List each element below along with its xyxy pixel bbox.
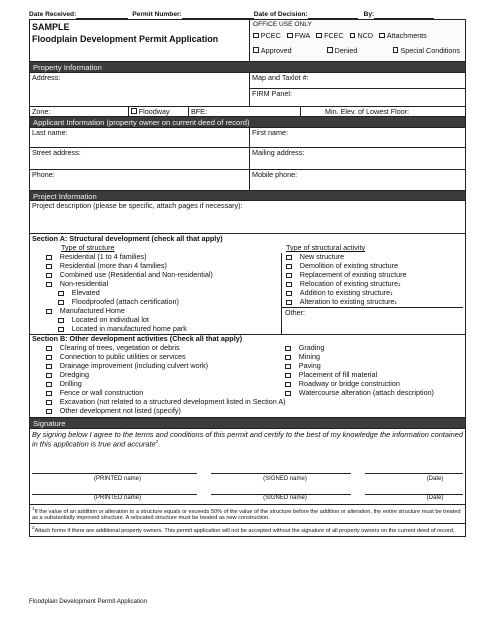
signed-name-2[interactable]: (SIGNED name) — [263, 495, 307, 502]
type-of-activity-heading: Type of structural activity — [286, 243, 366, 252]
checkbox-icon — [46, 400, 52, 406]
signed-name-1[interactable]: (SIGNED name) — [263, 475, 307, 482]
printed-name-2[interactable]: (PRINTED name) — [93, 495, 141, 502]
date-1[interactable]: (Date) — [426, 475, 444, 482]
signature-line-2 — [30, 495, 465, 502]
structural-activity-option[interactable]: Demolition of existing structure — [286, 262, 463, 271]
office-option-ncd[interactable]: NCD — [350, 32, 373, 41]
other-activity-option[interactable]: Excavation (not related to a structured development listed in Section A) — [46, 398, 463, 407]
structural-activity-option[interactable]: Addition to existing structure 1 — [286, 289, 463, 298]
other-activity-option[interactable]: Connection to public utilities or services — [46, 353, 281, 362]
checkbox-icon — [327, 47, 333, 53]
permit-number-field[interactable] — [182, 11, 254, 19]
office-row-1 — [253, 32, 462, 41]
date-of-decision-label: Date of Decision: — [253, 11, 308, 19]
footnote-2: $^2$Attach forms if there are additional property owners. This permit application will not be accepted without the signature of all property owners on the current deed of record. — [30, 523, 465, 536]
sample-label: SAMPLE — [32, 22, 70, 32]
checkbox-icon — [393, 47, 399, 53]
other-activity-option[interactable]: Drilling — [46, 380, 281, 389]
checkbox-icon — [286, 282, 292, 288]
phone-label: Phone: — [32, 169, 55, 179]
zone-label: Zone: — [32, 106, 51, 116]
checkbox-icon — [379, 33, 385, 39]
office-option-pcec[interactable]: PCEC — [253, 32, 281, 41]
office-use-heading: OFFICE USE ONLY — [253, 21, 312, 28]
other-activity-option[interactable]: Paving — [285, 362, 463, 371]
project-description-field[interactable] — [30, 201, 465, 233]
date-2[interactable]: (Date) — [426, 495, 444, 502]
checkbox-icon — [46, 364, 52, 370]
checkbox-icon — [58, 291, 64, 297]
form-title: Floodplain Development Permit Application — [32, 33, 219, 44]
other-activity-option[interactable]: Watercourse alteration (attach description) — [285, 389, 463, 398]
checkbox-icon — [46, 373, 52, 379]
office-option-fwa[interactable]: FWA — [287, 32, 311, 41]
last-name-label: Last name: — [32, 127, 68, 137]
checkbox-icon — [285, 346, 291, 352]
checkbox-icon — [286, 291, 292, 297]
office-option-approved[interactable]: Approved — [253, 47, 292, 56]
other-activities-full-list — [32, 398, 463, 416]
last-name-field[interactable] — [30, 128, 249, 147]
zone-field[interactable] — [30, 107, 128, 117]
structure-type-option[interactable]: Elevated — [46, 289, 281, 298]
checkbox-icon — [46, 255, 52, 261]
other-label: Other: — [285, 308, 305, 317]
first-name-label: First name: — [252, 127, 288, 137]
firm-panel-field[interactable] — [250, 89, 465, 106]
checkbox-icon — [350, 33, 356, 39]
checkbox-icon — [285, 373, 291, 379]
mobile-phone-field[interactable] — [249, 170, 465, 190]
min-elev-label: Min. Elev. of Lowest Floor: — [325, 106, 410, 116]
structural-activity-option[interactable]: New structure — [286, 253, 463, 262]
footnote-1: $^1$If the value of an addition or alteration to a structure equals or exceeds 50% of the value of the structure before the addition or alteration, the entire structure must be treated as a substantially improved structure. A relocated structure must be treated as new construction. — [30, 504, 465, 524]
form-grid — [29, 19, 466, 537]
bfe-label: BFE: — [191, 106, 207, 116]
project-info-header: Project Information — [30, 190, 465, 201]
other-activity-field[interactable] — [282, 307, 463, 325]
checkbox-icon — [46, 273, 52, 279]
checkbox-icon — [46, 391, 52, 397]
by-label: By: — [363, 11, 375, 19]
by-field[interactable] — [374, 11, 434, 19]
office-option-denied[interactable]: Denied — [327, 47, 358, 56]
structure-type-list — [46, 253, 281, 334]
header-fields-row — [29, 8, 466, 19]
other-activity-option[interactable]: Dredging — [46, 371, 281, 380]
structural-activity-option[interactable]: Alteration to existing structure 1 — [286, 298, 463, 307]
signature-line-1 — [30, 475, 465, 483]
section-a — [30, 233, 465, 334]
checkbox-icon — [285, 391, 291, 397]
signature-section — [30, 428, 465, 504]
mailing-address-field[interactable] — [249, 148, 465, 169]
date-received-field[interactable] — [76, 11, 128, 19]
map-taxlot-label: Map and Taxlot #: — [252, 72, 309, 82]
checkbox-icon — [286, 300, 292, 306]
street-address-field[interactable] — [30, 148, 249, 169]
checkbox-icon — [58, 327, 64, 333]
checkbox-icon — [286, 255, 292, 261]
structural-activity-option[interactable]: Relocation of existing structure 1 — [286, 280, 463, 289]
other-activity-option[interactable]: Drainage improvement (including culvert work) — [46, 362, 281, 371]
structural-activity-option[interactable]: Replacement of existing structure — [286, 271, 463, 280]
other-activity-option[interactable]: Other development not listed (specify) — [46, 407, 463, 416]
section-a-title: Section A: Structural development (check all that apply) — [32, 234, 223, 243]
checkbox-icon — [253, 33, 259, 39]
checkbox-icon — [58, 300, 64, 306]
street-address-label: Street address: — [32, 147, 81, 157]
structural-activity-list — [282, 253, 463, 307]
address-label: Address: — [32, 72, 61, 82]
date-of-decision-field[interactable] — [308, 11, 358, 19]
firm-panel-label: FIRM Panel: — [252, 88, 292, 98]
permit-number-label: Permit Number: — [132, 11, 182, 19]
applicant-info-header: Applicant Information (property owner on current deed of record) — [30, 116, 465, 127]
checkbox-icon — [285, 382, 291, 388]
map-taxlot-field[interactable] — [250, 73, 465, 89]
signature-header: Signature — [30, 417, 465, 428]
type-of-structure-heading: Type of structure — [61, 243, 115, 252]
checkbox-icon — [46, 264, 52, 270]
other-activities-right-list — [281, 344, 463, 398]
project-description-label: Project description (please be specific, attach pages if necessary): — [32, 201, 243, 210]
checkbox-icon — [285, 355, 291, 361]
mobile-phone-label: Mobile phone: — [252, 169, 298, 179]
bfe-field[interactable] — [188, 107, 300, 117]
floodway-label: Floodway — [138, 106, 170, 116]
office-row-2 — [253, 47, 462, 56]
section-b — [30, 334, 465, 417]
office-option-fcec[interactable]: FCEC — [316, 32, 343, 41]
checkbox-icon — [316, 33, 322, 39]
office-use-box — [249, 20, 465, 61]
office-option-attachments[interactable]: Attachments — [379, 32, 427, 41]
floodway-option[interactable] — [128, 107, 188, 117]
checkbox-icon — [46, 346, 52, 352]
other-activity-option[interactable]: Mining — [285, 353, 463, 362]
other-activity-option[interactable]: Placement of fill material — [285, 371, 463, 380]
structure-type-option[interactable]: Non-residential — [46, 280, 281, 289]
structure-type-option[interactable]: Residential (more than 4 families) — [46, 262, 281, 271]
other-activities-left-list — [32, 344, 281, 398]
checkbox-icon — [46, 282, 52, 288]
office-option-special-conditions[interactable]: Special Conditions — [393, 47, 460, 56]
property-info-header: Property Information — [30, 61, 465, 72]
checkbox-icon — [46, 409, 52, 415]
title-block — [30, 20, 249, 61]
structure-type-column — [32, 244, 281, 334]
structure-type-option[interactable]: Located in manufactured home park — [46, 325, 281, 334]
checkbox-icon — [286, 273, 292, 279]
structure-type-option[interactable]: Located on individual lot — [46, 316, 281, 325]
other-activity-option[interactable]: Grading — [285, 344, 463, 353]
address-field[interactable] — [30, 73, 249, 106]
certification-statement: By signing below I agree to the terms and conditions of this permit and certify to the best of my knowledge the information contained in this application is true and accurate$^2$. — [32, 429, 463, 449]
printed-name-1[interactable]: (PRINTED name) — [93, 475, 141, 482]
phone-field[interactable] — [30, 170, 249, 190]
min-elev-field[interactable] — [300, 107, 465, 117]
structural-activity-column — [281, 243, 463, 334]
page-footer: Floodplain Development Permit Application — [29, 598, 147, 605]
checkbox-icon — [253, 47, 259, 53]
checkbox-icon — [285, 364, 291, 370]
checkbox-icon — [46, 309, 52, 315]
structure-type-option[interactable]: Manufactured Home — [46, 307, 281, 316]
checkbox-icon — [58, 318, 64, 324]
first-name-field[interactable] — [249, 128, 465, 147]
checkbox-icon — [46, 355, 52, 361]
checkbox-icon — [287, 33, 293, 39]
checkbox-icon — [286, 264, 292, 270]
structure-type-option[interactable]: Residential (1 to 4 families) — [46, 253, 281, 262]
other-activity-option[interactable]: Clearing of trees, vegetation or debris — [46, 344, 281, 353]
structure-type-option[interactable]: Combined use (Residential and Non-residential) — [46, 271, 281, 280]
other-activity-option[interactable]: Roadway or bridge construction — [285, 380, 463, 389]
structure-type-option[interactable]: Floodproofed (attach certification) — [46, 298, 281, 307]
checkbox-icon — [131, 108, 137, 114]
checkbox-icon — [46, 382, 52, 388]
other-activity-option[interactable]: Fence or wall construction — [46, 389, 281, 398]
mailing-address-label: Mailing address: — [252, 147, 305, 157]
date-received-label: Date Received: — [29, 11, 77, 19]
section-b-title: Section B: Other development activities (Check all that apply) — [32, 334, 243, 343]
